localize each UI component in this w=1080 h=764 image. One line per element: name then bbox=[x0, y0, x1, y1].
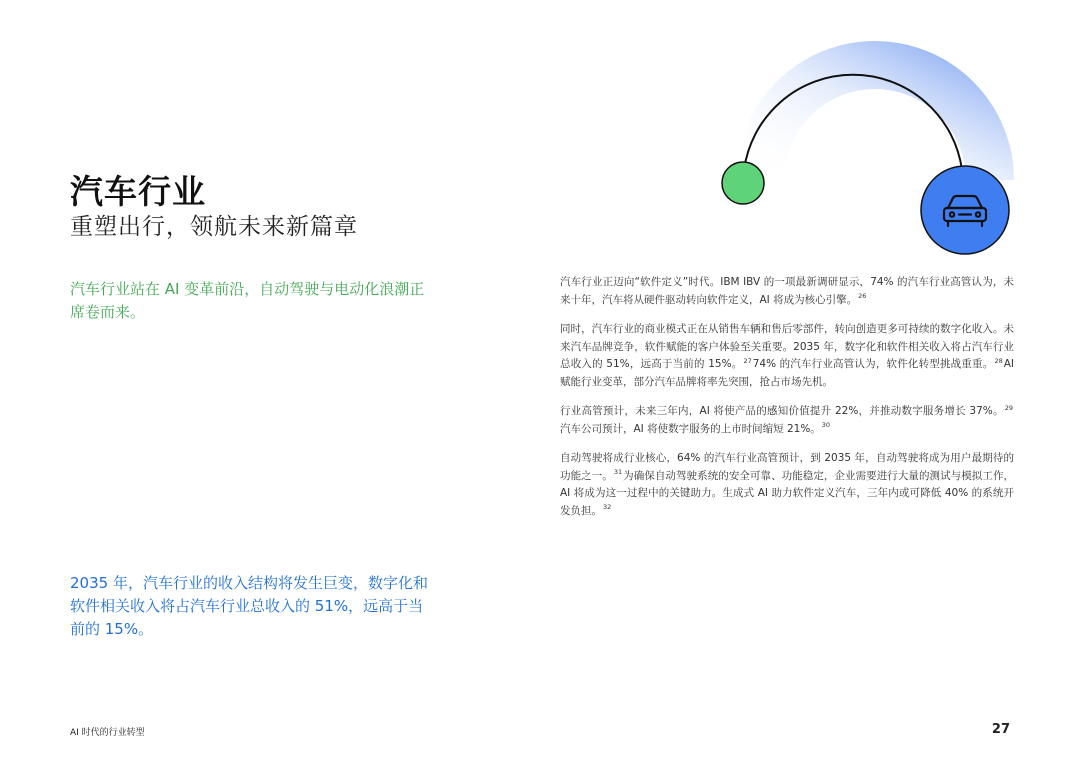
footnote-ref: 29 bbox=[1004, 403, 1013, 412]
footnote-ref: 32 bbox=[603, 503, 612, 511]
footnote-ref: 26 bbox=[858, 292, 867, 300]
footnote-ref: 28 bbox=[994, 356, 1003, 365]
paragraph-text: AI 赋能行业变革，部分汽车品牌将率先突围，抢占市场先机。 bbox=[560, 358, 1014, 388]
body-paragraph-1 bbox=[560, 274, 1014, 309]
body-paragraph-4 bbox=[560, 450, 1014, 520]
footnote-ref: 30 bbox=[821, 421, 831, 429]
journey-graphic-svg bbox=[700, 30, 1040, 270]
end-node bbox=[921, 166, 1009, 254]
paragraph-text: 汽车行业正迈向“软件定义”时代。IBM IBV 的一项最新调研显示，74% 的汽车行业高管认为，未来十年，汽车将从硬件驱动转向软件定义，AI 将成为核心引擎。 bbox=[560, 276, 1014, 306]
paragraph-text: 为确保自动驾驶系统的安全可靠、功能稳定，企业需要进行大量的测试与模拟工作，AI 将成为这一过程中的关键助力。生成式 AI 助力软件定义汽车，三年内或可降低 40% 的系统开发负担。 bbox=[560, 469, 1015, 517]
paragraph-text: 74% 的汽车行业高管认为，软件化转型挑战重重。 bbox=[752, 358, 994, 370]
intro-text: 汽车行业站在 AI 变革前沿，自动驾驶与电动化浪潮正席卷而来。 bbox=[70, 280, 425, 321]
gradient-band bbox=[760, 65, 990, 180]
paragraph-text: 汽车公司预计，AI 将使数字服务的上市时间缩短 21%。 bbox=[560, 422, 821, 435]
paragraph-text: 行业高管预计，未来三年内，AI 将使产品的感知价值提升 22%，并推动数字服务增长 37%。 bbox=[560, 405, 1004, 417]
page-subtitle: 重塑出行，领航未来新篇章 bbox=[70, 214, 358, 240]
start-node bbox=[722, 162, 764, 204]
paragraph-text: 自动驾驶将成行业核心，64% 的汽车行业高管预计，到 2035 年，自动驾驶将成为用户最期待的功能之一。 bbox=[560, 452, 1014, 482]
footnote-ref: 31 bbox=[613, 468, 623, 476]
page-number: 27 bbox=[991, 722, 1010, 737]
footnote-ref: 27 bbox=[743, 356, 752, 365]
body-paragraph-2 bbox=[560, 321, 1014, 391]
journey-graphic bbox=[700, 30, 1040, 270]
page-title: 汽车行业 bbox=[70, 172, 206, 211]
footer-section-title: AI 时代的行业转型 bbox=[70, 728, 145, 738]
body-text-column bbox=[560, 274, 1014, 532]
body-paragraph-3 bbox=[560, 403, 1014, 438]
callout-text: 2035 年，汽车行业的收入结构将发生巨变，数字化和软件相关收入将占汽车行业总收入的 51%，远高于当前的 15%。 bbox=[70, 574, 428, 638]
paragraph-text: 同时，汽车行业的商业模式正在从销售车辆和售后零部件，转向创造更多可持续的数字化收入。未来汽车品牌竞争，软件赋能的客户体验至关重要。2035 年，数字化和软件相关收入将占汽车行业总收入的 51%，远高于当前的 15%。 bbox=[560, 323, 1014, 370]
